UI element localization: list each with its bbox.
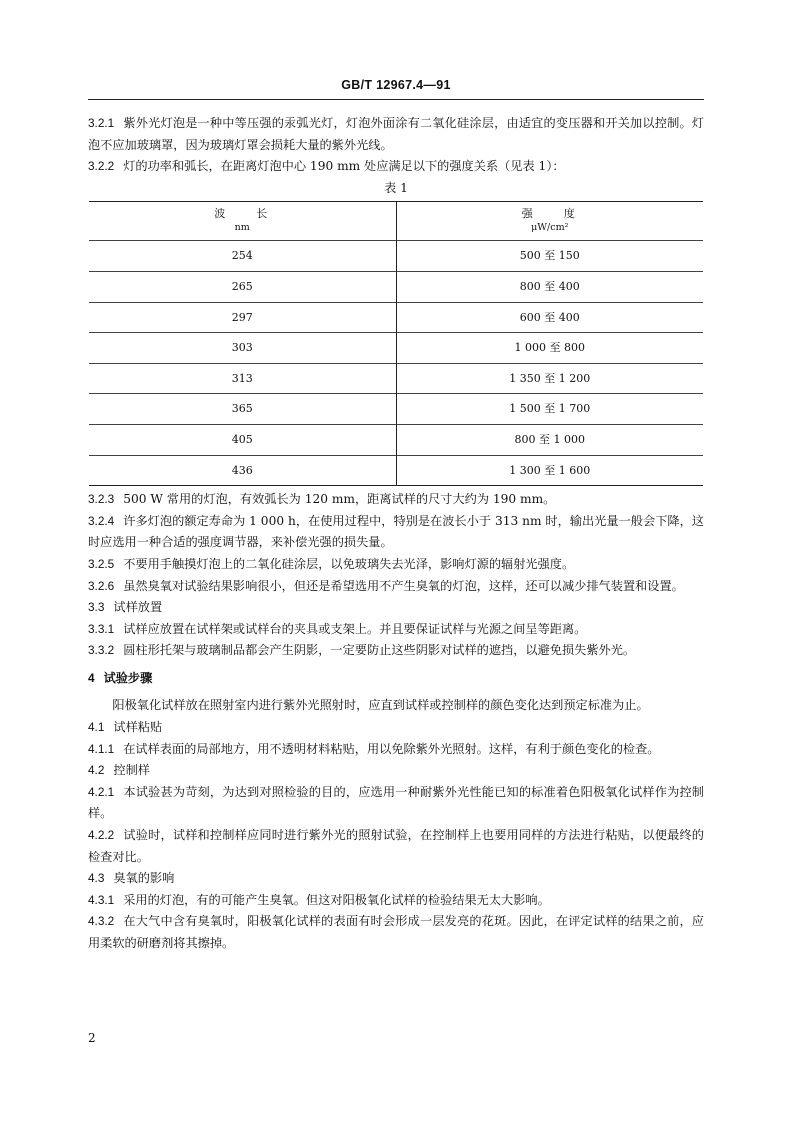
clause-number: 3.2.4 — [88, 513, 115, 528]
cell-wavelength: 436 — [89, 455, 396, 486]
clause-number: 3.2.5 — [88, 556, 115, 571]
clause-number: 3.3.1 — [88, 621, 115, 636]
clause-number: 3.3 — [88, 600, 105, 615]
cell-intensity: 1 350 至 1 200 — [396, 363, 703, 394]
clause-text: 臭氧的影响 — [113, 871, 175, 886]
clause-text: 采用的灯泡，有的可能产生臭氧。但这对阳极氧化试样的检验结果无太大影响。 — [123, 892, 550, 907]
clause-number: 4.3.1 — [88, 892, 115, 907]
header-intensity — [396, 202, 703, 241]
cell-wavelength: 365 — [89, 394, 396, 425]
cell-intensity: 800 至 400 — [396, 271, 703, 302]
document-header: GB/T 12967.4—91 — [341, 78, 451, 92]
clause-3-2-4 — [88, 511, 704, 554]
clause-number: 3.2.1 — [88, 116, 115, 130]
page-number: 2 — [88, 1031, 96, 1045]
clause-text: 在试样表面的局部地方，用不透明材料粘贴，用以免除紫外光照射。这样，有利于颜色变化的检查。 — [123, 741, 660, 756]
clause-text: 试样放置 — [113, 600, 163, 615]
intensity-table — [89, 201, 703, 486]
clause-4-2-1 — [88, 782, 704, 825]
cell-wavelength: 303 — [89, 333, 396, 364]
clause-4-3-2 — [88, 911, 704, 954]
cell-intensity: 1 500 至 1 700 — [396, 394, 703, 425]
clause-text: 试样粘贴 — [113, 720, 163, 735]
clause-4-3-1 — [88, 890, 704, 912]
clause-3-2-3 — [88, 489, 704, 511]
clause-4-2 — [88, 760, 704, 782]
cell-intensity: 1 000 至 800 — [396, 333, 703, 364]
document-body — [88, 113, 704, 955]
table-title: 表 1 — [384, 180, 408, 195]
clause-group-3-2b — [88, 489, 704, 662]
table-row — [89, 455, 703, 486]
cell-wavelength: 405 — [89, 424, 396, 455]
header-wavelength-name: 波 长 — [214, 207, 271, 221]
cell-intensity: 600 至 400 — [396, 302, 703, 333]
clause-group-3-2 — [88, 113, 704, 178]
table-row — [89, 424, 703, 455]
table-row — [89, 394, 703, 425]
clause-number: 3.2.3 — [88, 492, 115, 507]
clause-3-2-5 — [88, 554, 704, 576]
table-row — [89, 241, 703, 272]
clause-3-2-6 — [88, 576, 704, 598]
clause-3-3 — [88, 597, 704, 619]
clause-number: 4.2 — [88, 763, 105, 778]
cell-intensity: 800 至 1 000 — [396, 424, 703, 455]
clause-4-1-1 — [88, 739, 704, 761]
header-wavelength-unit: nm — [234, 222, 250, 234]
header-rule — [88, 99, 704, 100]
section-number: 4 — [88, 670, 95, 685]
clause-3-3-1 — [88, 619, 704, 641]
clause-text: 试样应放置在试样架或试样台的夹具或支架上。并且要保证试样与光源之间呈等距离。 — [123, 621, 587, 636]
clause-number: 4.1 — [88, 720, 105, 735]
clause-text: 试验时，试样和控制样应同时进行紫外光的照射试验，在控制样上也要用同样的方法进行粘贴，以便最终的检查对比。 — [88, 828, 704, 864]
clause-text: 灯的功率和弧长，在距离灯泡中心 190 mm 处应满足以下的强度关系（见表 1）： — [123, 159, 565, 174]
clause-group-4 — [88, 717, 704, 955]
clause-text: 在大气中含有臭氧时，阳极氧化试样的表面有时会形成一层发亮的花斑。因此，在评定试样的结果之前，应用柔软的研磨剂将其擦掉。 — [88, 914, 704, 950]
section-4-intro: 阳极氧化试样放在照射室内进行紫外光照射时，应直到试样或控制样的颜色变化达到预定标准为止。 — [112, 698, 649, 713]
clause-4-2-2 — [88, 825, 704, 868]
clause-text: 本试验甚为苛刻，为达到对照检验的目的，应选用一种耐紫外光性能已知的标准着色阳极氧化试样作为控制样。 — [88, 784, 704, 821]
cell-wavelength: 265 — [89, 271, 396, 302]
cell-wavelength: 313 — [89, 363, 396, 394]
table-header-row — [89, 202, 703, 241]
table-row — [89, 363, 703, 394]
clause-4-1 — [88, 717, 704, 739]
clause-3-2-2 — [88, 156, 704, 178]
clause-text: 紫外光灯泡是一种中等压强的汞弧光灯，灯泡外面涂有二氧化硅涂层，由适宜的变压器和开关加以控制。灯泡不应加玻璃罩，因为玻璃灯罩会损耗大量的紫外光线。 — [88, 116, 704, 152]
clause-number: 4.3.2 — [88, 914, 115, 929]
clause-text: 500 W 常用的灯泡，有效弧长为 120 mm，距离试样的尺寸大约为 190 mm。 — [123, 492, 556, 507]
table-row — [89, 302, 703, 333]
clause-number: 3.2.2 — [88, 159, 115, 174]
clause-text: 控制样 — [113, 763, 150, 778]
clause-number: 4.2.2 — [88, 828, 115, 843]
table-row — [89, 333, 703, 364]
clause-number: 3.3.2 — [88, 643, 115, 658]
clause-4-3 — [88, 868, 704, 890]
section-title: 试验步骤 — [103, 670, 153, 685]
clause-text: 虽然臭氧对试验结果影响很小，但还是希望选用不产生臭氧的灯泡，这样，还可以减少排气装置和设置。 — [123, 578, 684, 593]
clause-number: 4.1.1 — [88, 741, 115, 756]
clause-text: 不要用手触摸灯泡上的二氧化硅涂层，以免玻璃失去光泽，影响灯源的辐射光强度。 — [123, 556, 575, 571]
clause-text: 圆柱形托架与玻璃制品都会产生阴影，一定要防止这些阴影对试样的遮挡，以避免损失紫外光。 — [123, 643, 636, 658]
header-intensity-name: 强 度 — [521, 207, 578, 221]
clause-text: 许多灯泡的额定寿命为 1 000 h，在使用过程中，特别是在波长小于 313 nm 时，输出光量一般会下降，这时应选用一种合适的强度调节器，来补偿光强的损失量。 — [88, 513, 704, 550]
cell-intensity: 1 300 至 1 600 — [396, 455, 703, 486]
cell-wavelength: 254 — [89, 241, 396, 272]
header-intensity-unit: μW/cm² — [531, 222, 569, 234]
table-row — [89, 271, 703, 302]
clause-number: 4.3 — [88, 871, 105, 886]
clause-number: 3.2.6 — [88, 578, 115, 593]
clause-number: 4.2.1 — [88, 784, 115, 799]
clause-3-3-2 — [88, 640, 704, 662]
section-4-heading — [88, 668, 704, 690]
header-wavelength — [89, 202, 396, 241]
cell-wavelength: 297 — [89, 302, 396, 333]
cell-intensity: 500 至 150 — [396, 241, 703, 272]
clause-3-2-1 — [88, 113, 704, 156]
